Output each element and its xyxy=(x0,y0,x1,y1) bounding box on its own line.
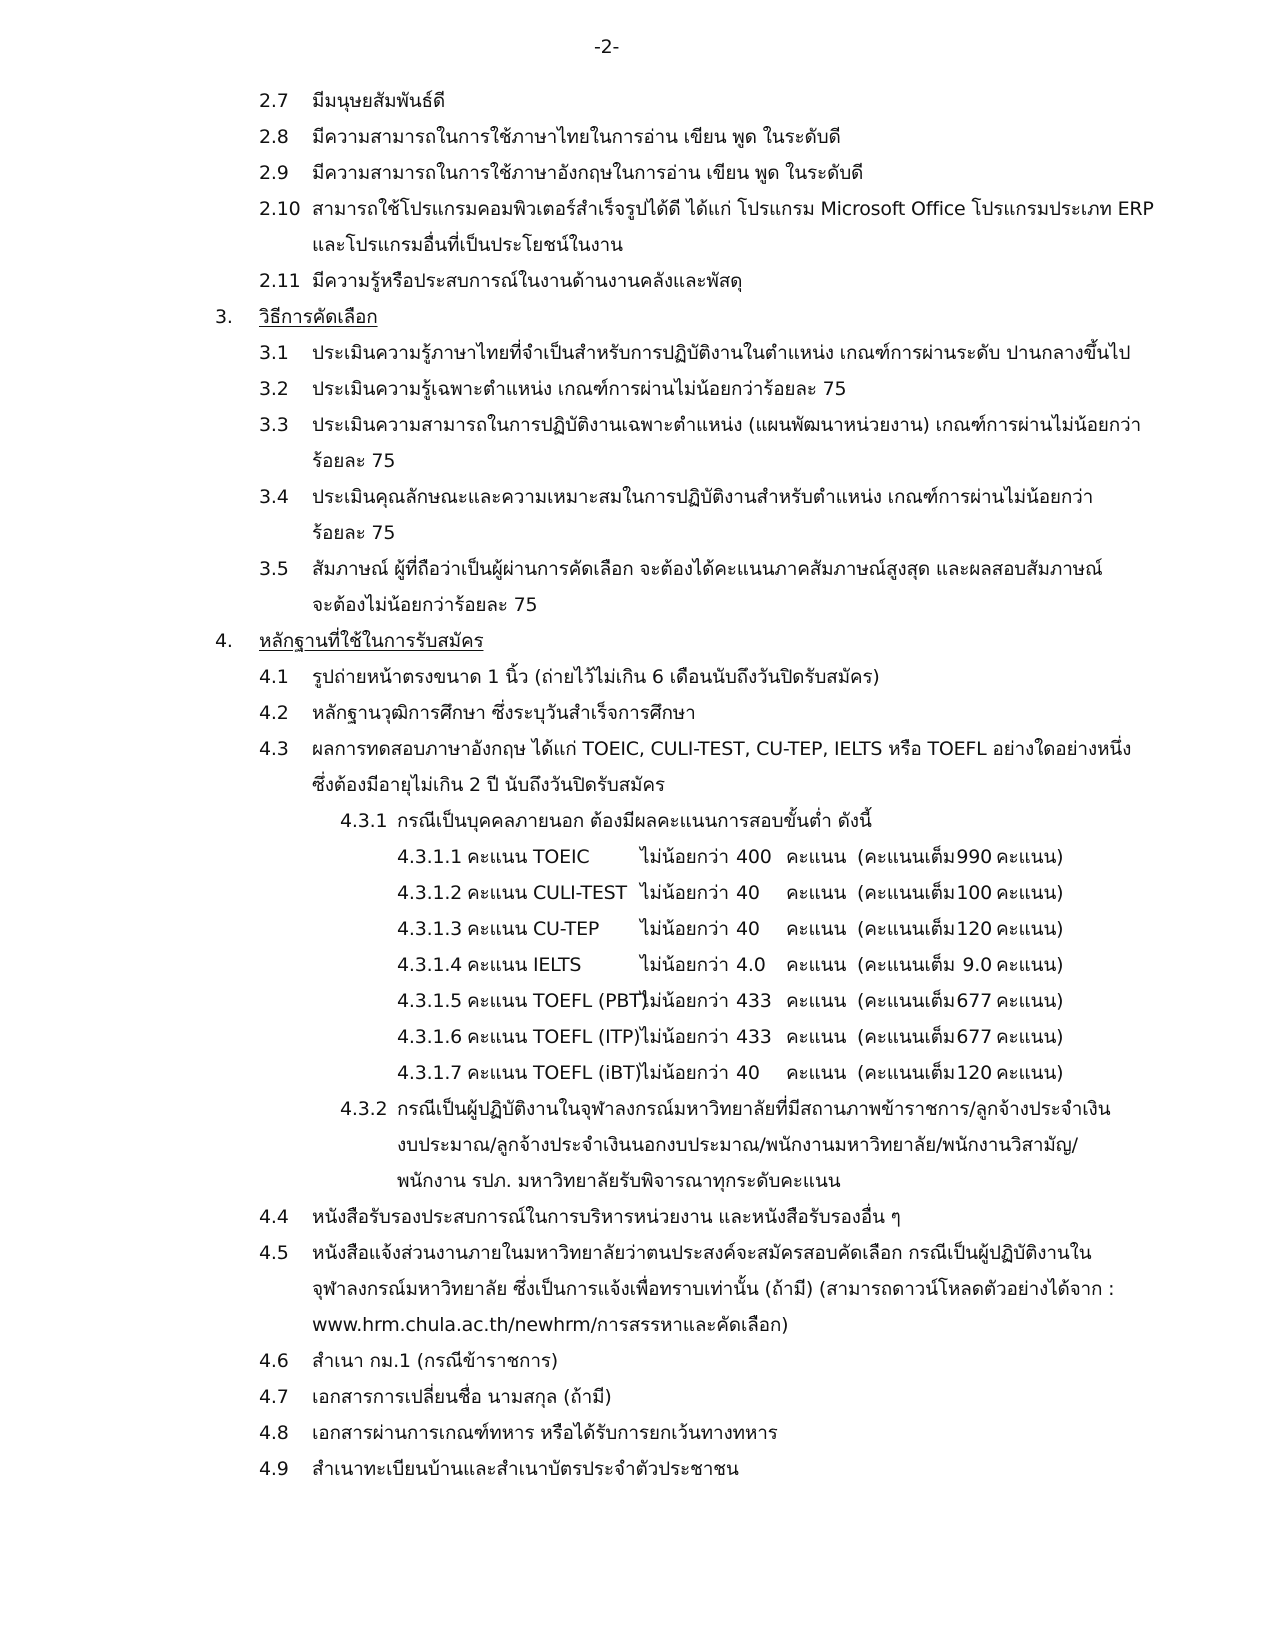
section-heading: วิธีการคัดเลือก xyxy=(259,306,378,328)
score-number: 4.3.1.3 xyxy=(397,918,463,940)
score-unit: คะแนน xyxy=(786,1026,847,1048)
item-text: เอกสารการเปลี่ยนชื่อ นามสกุล (ถ้ามี) xyxy=(312,1386,612,1408)
section-number: 3. xyxy=(215,306,233,328)
score-unit: คะแนน xyxy=(786,882,847,904)
item-text: หนังสือแจ้งส่วนงานภายในมหาวิทยาลัยว่าตนประสงค์จะสมัครสอบคัดเลือก กรณีเป็นผู้ปฏิบัติงานใน xyxy=(312,1242,1092,1264)
score-full-value: 9.0 xyxy=(962,954,992,976)
item-text-continued: ร้อยละ 75 xyxy=(312,522,396,544)
score-full-value: 677 xyxy=(956,990,992,1012)
score-minimum: 40 xyxy=(736,1062,760,1084)
item-text: ประเมินความรู้เฉพาะตำแหน่ง เกณฑ์การผ่านไม่น้อยกว่าร้อยละ 75 xyxy=(312,378,847,400)
item-number: 2.10 xyxy=(259,198,301,220)
score-number: 4.3.1.7 xyxy=(397,1062,463,1084)
item-text-link: www.hrm.chula.ac.th/newhrm/การสรรหาและคัดเลือก) xyxy=(312,1314,789,1336)
score-full-label: (คะแนนเต็ม xyxy=(857,990,956,1012)
section-heading: หลักฐานที่ใช้ในการรับสมัคร xyxy=(259,630,484,652)
score-number: 4.3.1.6 xyxy=(397,1026,463,1048)
item-text-continued: จะต้องไม่น้อยกว่าร้อยละ 75 xyxy=(312,594,538,616)
score-condition: ไม่น้อยกว่า xyxy=(640,882,729,904)
item-number: 3.2 xyxy=(259,378,289,400)
sub-item-number: 4.3.1 xyxy=(340,810,388,832)
score-full-value: 677 xyxy=(956,1026,992,1048)
item-text: สำเนา กม.1 (กรณีข้าราชการ) xyxy=(312,1350,559,1372)
item-text: เอกสารผ่านการเกณฑ์ทหาร หรือได้รับการยกเว้นทางทหาร xyxy=(312,1422,778,1444)
item-text: รูปถ่ายหน้าตรงขนาด 1 นิ้ว (ถ่ายไว้ไม่เกิน 6 เดือนนับถึงวันปิดรับสมัคร) xyxy=(312,666,880,688)
score-number: 4.3.1.4 xyxy=(397,954,463,976)
score-minimum: 40 xyxy=(736,882,760,904)
score-full-unit: คะแนน) xyxy=(996,954,1064,976)
item-text: มีความสามารถในการใช้ภาษาไทยในการอ่าน เขียน พูด ในระดับดี xyxy=(312,126,841,148)
sub-item-number: 4.3.2 xyxy=(340,1098,388,1120)
score-number: 4.3.1.2 xyxy=(397,882,463,904)
sub-item-text-continued: พนักงาน รปภ. มหาวิทยาลัยรับพิจารณาทุกระดับคะแนน xyxy=(397,1170,841,1192)
score-condition: ไม่น้อยกว่า xyxy=(640,918,729,940)
page-number: -2- xyxy=(594,36,620,58)
item-number: 2.11 xyxy=(259,270,301,292)
item-text: ประเมินความสามารถในการปฏิบัติงานเฉพาะตำแหน่ง (แผนพัฒนาหน่วยงาน) เกณฑ์การผ่านไม่น้อยกว่า xyxy=(312,414,1141,436)
score-full-label: (คะแนนเต็ม xyxy=(857,1062,956,1084)
score-full-label: (คะแนนเต็ม xyxy=(857,918,956,940)
item-text: หลักฐานวุฒิการศึกษา ซึ่งระบุวันสำเร็จการศึกษา xyxy=(312,702,696,724)
item-text: มีความรู้หรือประสบการณ์ในงานด้านงานคลังและพัสดุ xyxy=(312,270,743,292)
score-test-name: คะแนน IELTS xyxy=(467,954,582,976)
item-number: 3.3 xyxy=(259,414,289,436)
item-text-continued: และโปรแกรมอื่นที่เป็นประโยชน์ในงาน xyxy=(312,234,623,256)
item-text: ประเมินความรู้ภาษาไทยที่จำเป็นสำหรับการปฏิบัติงานในตำแหน่ง เกณฑ์การผ่านระดับ ปานกลางขึ้นไป xyxy=(312,342,1131,364)
item-number: 4.3 xyxy=(259,738,289,760)
score-condition: ไม่น้อยกว่า xyxy=(640,954,729,976)
score-full-unit: คะแนน) xyxy=(996,918,1064,940)
score-number: 4.3.1.1 xyxy=(397,846,463,868)
item-number: 4.8 xyxy=(259,1422,289,1444)
item-number: 4.4 xyxy=(259,1206,289,1228)
score-full-unit: คะแนน) xyxy=(996,882,1064,904)
item-text-continued: จุฬาลงกรณ์มหาวิทยาลัย ซึ่งเป็นการแจ้งเพื่อทราบเท่านั้น (ถ้ามี) (สามารถดาวน์โหลดตัวอย่างได้จาก : xyxy=(312,1278,1115,1300)
score-test-name: คะแนน CULI-TEST xyxy=(467,882,627,904)
score-unit: คะแนน xyxy=(786,918,847,940)
sub-item-text-continued: งบประมาณ/ลูกจ้างประจำเงินนอกงบประมาณ/พนักงานมหาวิทยาลัย/พนักงานวิสามัญ/ xyxy=(397,1134,1078,1156)
item-text: มีมนุษยสัมพันธ์ดี xyxy=(312,90,446,112)
sub-item-text: กรณีเป็นผู้ปฏิบัติงานในจุฬาลงกรณ์มหาวิทยาลัยที่มีสถานภาพข้าราชการ/ลูกจ้างประจำเงิน xyxy=(397,1098,1111,1120)
item-text: ผลการทดสอบภาษาอังกฤษ ได้แก่ TOEIC, CULI-TEST, CU-TEP, IELTS หรือ TOEFL อย่างใดอย่างหนึ่ง xyxy=(312,738,1132,760)
score-full-label: (คะแนนเต็ม xyxy=(857,846,956,868)
score-unit: คะแนน xyxy=(786,846,847,868)
item-number: 3.4 xyxy=(259,486,289,508)
score-full-unit: คะแนน) xyxy=(996,1026,1064,1048)
item-text: มีความสามารถในการใช้ภาษาอังกฤษในการอ่าน เขียน พูด ในระดับดี xyxy=(312,162,864,184)
score-full-value: 100 xyxy=(956,882,992,904)
score-full-label: (คะแนนเต็ม xyxy=(857,882,956,904)
score-unit: คะแนน xyxy=(786,954,847,976)
item-number: 3.1 xyxy=(259,342,289,364)
sub-item-text: กรณีเป็นบุคคลภายนอก ต้องมีผลคะแนนการสอบขั้นต่ำ ดังนี้ xyxy=(397,810,872,832)
section-number: 4. xyxy=(215,630,233,652)
score-full-unit: คะแนน) xyxy=(996,990,1064,1012)
score-minimum: 40 xyxy=(736,918,760,940)
item-text-continued: ซึ่งต้องมีอายุไม่เกิน 2 ปี นับถึงวันปิดรับสมัคร xyxy=(312,774,665,796)
item-number: 4.6 xyxy=(259,1350,289,1372)
score-condition: ไม่น้อยกว่า xyxy=(640,1062,729,1084)
item-text: สามารถใช้โปรแกรมคอมพิวเตอร์สำเร็จรูปได้ดี ได้แก่ โปรแกรม Microsoft Office โปรแกรมประเภท ERP xyxy=(312,198,1154,220)
score-full-unit: คะแนน) xyxy=(996,1062,1064,1084)
score-full-label: (คะแนนเต็ม xyxy=(857,954,956,976)
score-condition: ไม่น้อยกว่า xyxy=(640,990,729,1012)
item-number: 4.5 xyxy=(259,1242,289,1264)
item-text-continued: ร้อยละ 75 xyxy=(312,450,396,472)
score-full-value: 120 xyxy=(956,918,992,940)
score-full-value: 990 xyxy=(956,846,992,868)
item-number: 4.1 xyxy=(259,666,289,688)
item-text: ประเมินคุณลักษณะและความเหมาะสมในการปฏิบัติงานสำหรับตำแหน่ง เกณฑ์การผ่านไม่น้อยกว่า xyxy=(312,486,1094,508)
score-minimum: 433 xyxy=(736,1026,772,1048)
score-condition: ไม่น้อยกว่า xyxy=(640,846,729,868)
score-full-label: (คะแนนเต็ม xyxy=(857,1026,956,1048)
score-full-value: 120 xyxy=(956,1062,992,1084)
score-number: 4.3.1.5 xyxy=(397,990,463,1012)
item-number: 4.7 xyxy=(259,1386,289,1408)
item-number: 2.9 xyxy=(259,162,289,184)
item-text: สำเนาทะเบียนบ้านและสำเนาบัตรประจำตัวประชาชน xyxy=(312,1458,739,1480)
score-minimum: 4.0 xyxy=(736,954,766,976)
score-test-name: คะแนน TOEIC xyxy=(467,846,590,868)
item-number: 2.8 xyxy=(259,126,289,148)
item-text: สัมภาษณ์ ผู้ที่ถือว่าเป็นผู้ผ่านการคัดเลือก จะต้องได้คะแนนภาคสัมภาษณ์สูงสุด และผลสอบสัมภาษณ์ xyxy=(312,558,1103,580)
score-unit: คะแนน xyxy=(786,1062,847,1084)
item-number: 4.9 xyxy=(259,1458,289,1480)
score-test-name: คะแนน TOEFL (ITP) xyxy=(467,1026,641,1048)
score-test-name: คะแนน CU-TEP xyxy=(467,918,600,940)
score-minimum: 400 xyxy=(736,846,772,868)
score-unit: คะแนน xyxy=(786,990,847,1012)
score-minimum: 433 xyxy=(736,990,772,1012)
item-number: 4.2 xyxy=(259,702,289,724)
score-test-name: คะแนน TOEFL (iBT) xyxy=(467,1062,642,1084)
item-text: หนังสือรับรองประสบการณ์ในการบริหารหน่วยงาน และหนังสือรับรองอื่น ๆ xyxy=(312,1206,901,1228)
score-condition: ไม่น้อยกว่า xyxy=(640,1026,729,1048)
score-test-name: คะแนน TOEFL (PBT) xyxy=(467,990,648,1012)
item-number: 3.5 xyxy=(259,558,289,580)
score-full-unit: คะแนน) xyxy=(996,846,1064,868)
item-number: 2.7 xyxy=(259,90,289,112)
